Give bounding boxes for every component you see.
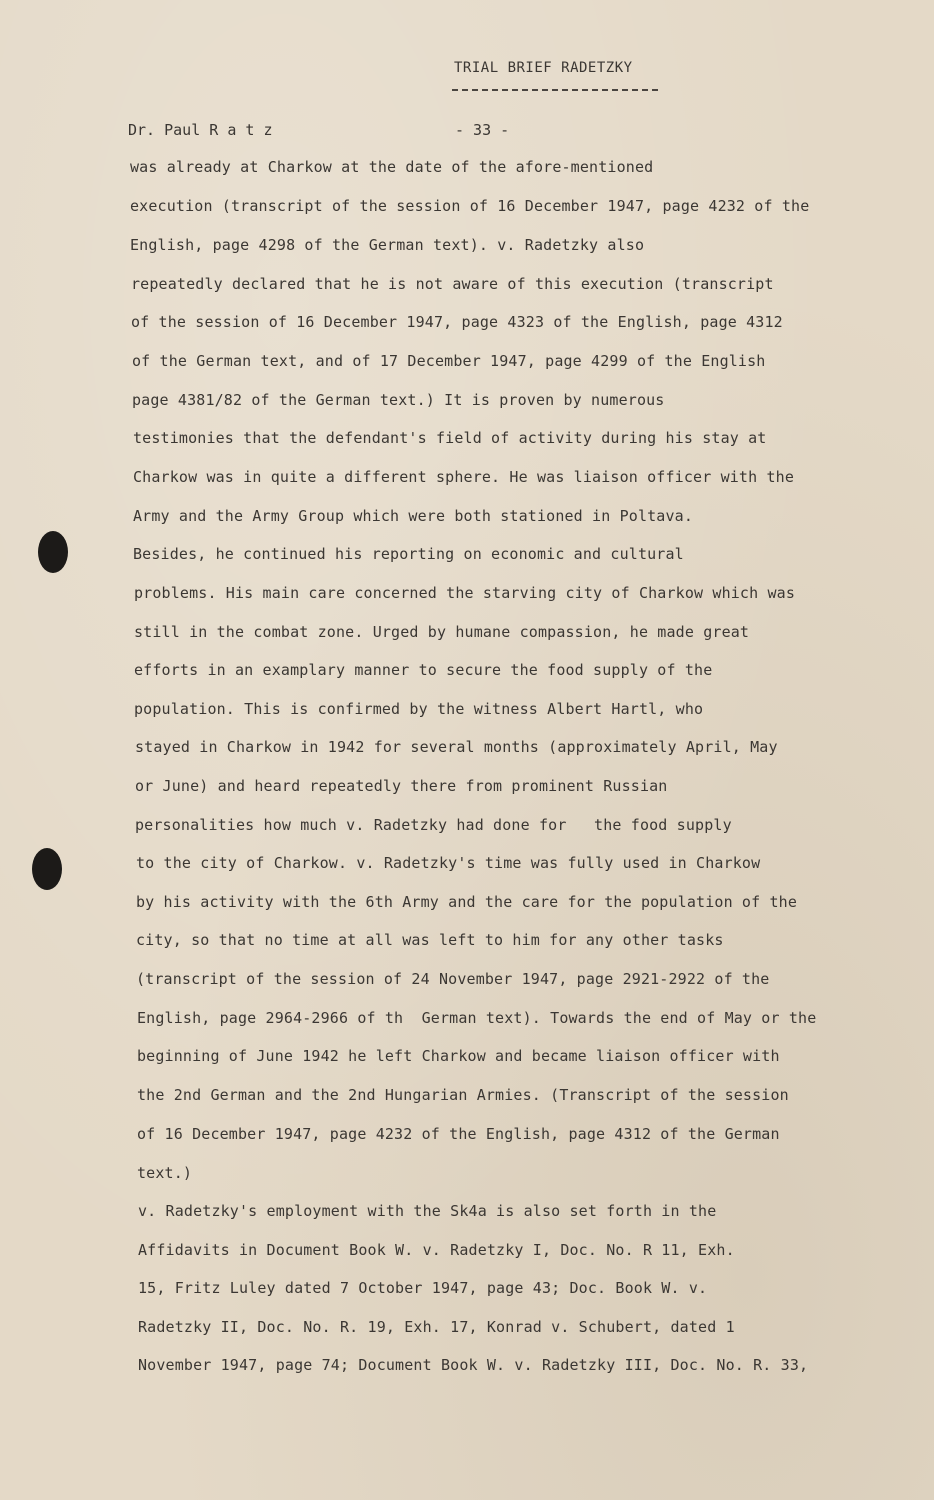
text-line: Radetzky II, Doc. No. R. 19, Exh. 17, Konrad v. Schubert, dated 1	[138, 1318, 735, 1336]
title-underline	[452, 89, 658, 91]
text-line: or June) and heard repeatedly there from prominent Russian	[135, 777, 668, 795]
text-line: Affidavits in Document Book W. v. Radetzky I, Doc. No. R 11, Exh.	[138, 1241, 735, 1259]
text-line: problems. His main care concerned the starving city of Charkow which was	[134, 584, 796, 602]
text-line: text.)	[137, 1164, 193, 1182]
text-line: testimonies that the defendant's field of activity during his stay at	[133, 429, 767, 447]
text-line: efforts in an examplary manner to secure the food supply of the	[134, 661, 713, 679]
text-line: Besides, he continued his reporting on economic and cultural	[133, 545, 684, 563]
text-line: of the session of 16 December 1947, page 4323 of the English, page 4312	[131, 313, 783, 331]
text-line: stayed in Charkow in 1942 for several months (approximately April, May	[135, 738, 778, 756]
text-line: English, page 2964-2966 of th German text). Towards the end of May or the	[137, 1009, 817, 1027]
text-line: (transcript of the session of 24 November 1947, page 2921-2922 of the	[136, 970, 770, 988]
text-line: execution (transcript of the session of 16 December 1947, page 4232 of the	[130, 197, 810, 215]
text-line: was already at Charkow at the date of the afore-mentioned	[130, 158, 654, 176]
author-header: Dr. Paul R a t z	[128, 121, 273, 139]
text-line: city, so that no time at all was left to him for any other tasks	[136, 931, 724, 949]
text-line: page 4381/82 of the German text.) It is proven by numerous	[132, 391, 665, 409]
punch-hole	[38, 531, 68, 573]
text-line: English, page 4298 of the German text). v. Radetzky also	[130, 236, 645, 254]
text-line: by his activity with the 6th Army and the care for the population of the	[136, 893, 798, 911]
text-line: v. Radetzky's employment with the Sk4a is also set forth in the	[138, 1202, 717, 1220]
text-line: to the city of Charkow. v. Radetzky's time was fully used in Charkow	[136, 854, 761, 872]
text-line: population. This is confirmed by the witness Albert Hartl, who	[134, 700, 704, 718]
text-line: of 16 December 1947, page 4232 of the English, page 4312 of the German	[137, 1125, 780, 1143]
text-line: still in the combat zone. Urged by humane compassion, he made great	[134, 623, 750, 641]
page-number: - 33 -	[455, 121, 510, 139]
text-line: repeatedly declared that he is not aware of this execution (transcript	[131, 275, 774, 293]
text-line: the 2nd German and the 2nd Hungarian Armies. (Transcript of the session	[137, 1086, 789, 1104]
text-line: beginning of June 1942 he left Charkow and became liaison officer with	[137, 1047, 780, 1065]
text-line: Charkow was in quite a different sphere. He was liaison officer with the	[133, 468, 795, 486]
text-line: of the German text, and of 17 December 1947, page 4299 of the English	[132, 352, 766, 370]
text-line: November 1947, page 74; Document Book W. v. Radetzky III, Doc. No. R. 33,	[138, 1356, 809, 1374]
page-title: TRIAL BRIEF RADETZKY	[454, 60, 633, 76]
text-line: personalities how much v. Radetzky had done for the food supply	[135, 816, 732, 834]
text-line: 15, Fritz Luley dated 7 October 1947, page 43; Doc. Book W. v.	[138, 1279, 708, 1297]
punch-hole	[32, 848, 62, 890]
text-line: Army and the Army Group which were both stationed in Poltava.	[133, 507, 694, 525]
